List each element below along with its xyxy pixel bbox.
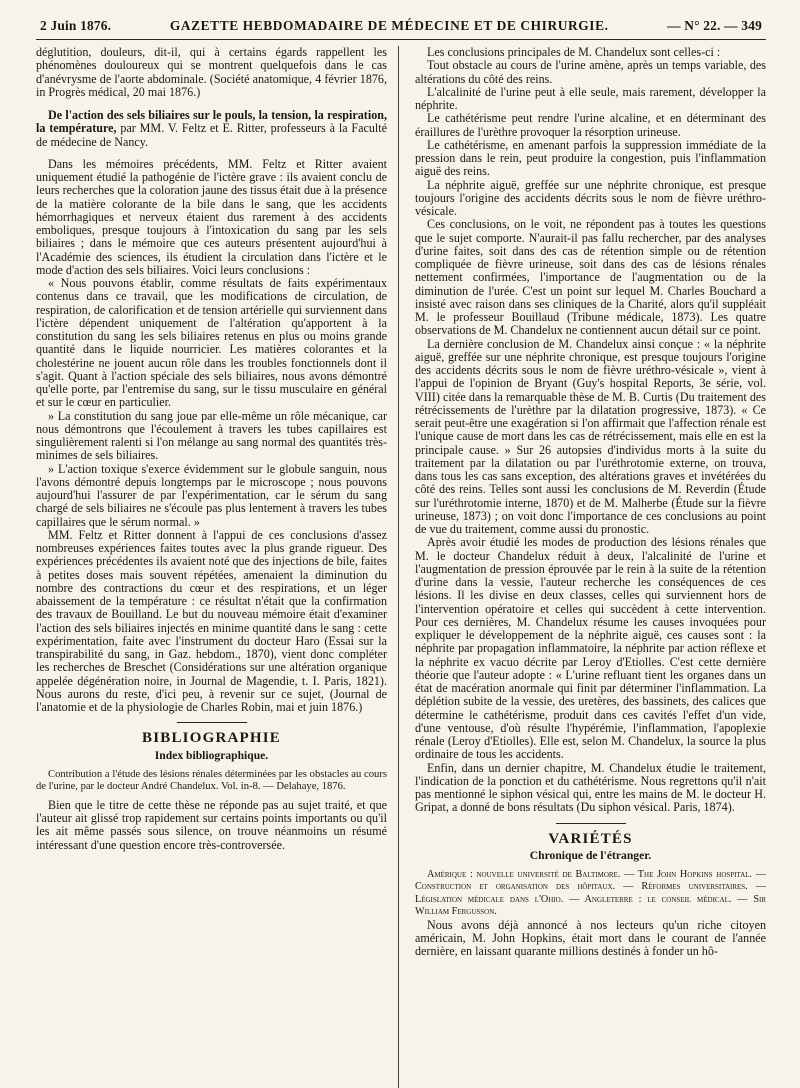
issue-and-page [667, 18, 762, 34]
issue-date: 2 Juin 1876. [40, 18, 112, 33]
section-title-varietes: VARIÉTÉS [548, 830, 633, 847]
article-title: De l'action des sels biliaires sur le pouls, la tension, la respiration, la température, [36, 108, 387, 136]
paragraph: » La constitution du sang joue par elle-même un rôle mécanique, car nous démontrons que l'écoulement à travers les tubes capillaires est singulièrement ralenti si l'on mélange au sang normal des quantités très-minimes de sels biliaires. [36, 408, 387, 463]
paragraph: Bien que le titre de cette thèse ne réponde pas au sujet traité, et que l'auteur ait glissé trop rapidement sur certains points importants ou qu'il les ait même passés sous silence, on trouve néanmoins un résumé intéressant d'une question encore très-controversée. [36, 797, 387, 852]
section-divider [177, 722, 247, 723]
paragraph: L'alcalinité de l'urine peut à elle seule, mais rarement, développer la néphrite. [415, 84, 766, 112]
paragraph: Le cathétérisme peut rendre l'urine alcaline, et en déterminant des éraillures de l'urèthre provoquer la résorption urineuse. [415, 111, 766, 139]
paragraph: » L'action toxique s'exerce évidemment sur le globule sanguin, nous l'avons démontré depuis longtemps par le microscope ; nous pouvons aujourd'hui l'assurer de par l'expérimentation, car le sérum du sang chargé de sels biliaires ne s'écoule pas plus lentement à travers les tubes capillaires que le sérum normal. » [36, 461, 387, 529]
paragraph: « Nous pouvons établir, comme résultats de faits expérimentaux contenus dans ce travail, que les modifications de circulation, de respiration, de calorification et de tension artérielle qui surviennent dans l'ictère dépendent uniquement de l'altération qu'apportent à la constitution du sang les sels biliaires retenus en plus ou moins grande quantité dans le liquide nourricier. Les matières colorantes et la cholestérine ne jouent aucun rôle dans les troubles fonctionnels dont il s'agit. Quant à l'action spéciale des sels biliaires, nous avons démontré qu'elle porte, par l'entremise du sang, sur le tissu musculaire en général et sur le cœur en particulier. [36, 276, 387, 410]
paragraph: La néphrite aiguë, greffée sur une néphrite chronique, est presque toujours l'origine des accidents décrits sous le nom de fièvre uréthro-vésicale. [415, 177, 766, 218]
issue-number: — N° 22. — [667, 18, 738, 33]
paragraph-continued: déglutition, douleurs, dit-il, qui à certains égards rappellent les phénomènes douloureux qui se montrent quelquefois dans le cas d'anévrysme de l'aorte abdominale. (Société anatomique, 4 février 1876, in Progrès médical, 20 mai 1876.) [36, 45, 387, 99]
right-column [415, 46, 766, 958]
section-title-bibliographie: BIBLIOGRAPHIE [142, 730, 281, 747]
section-subtitle: Index bibliographique. [154, 748, 269, 762]
article-heading [36, 109, 387, 149]
left-column [36, 46, 387, 958]
paragraph: Nous avons déjà annoncé à nos lecteurs qu'un riche citoyen américain, M. John Hopkins, était mort dans le courant de l'année dernière, en laissant quarante millions destinés à fonder un hô- [415, 917, 766, 959]
two-column-body [36, 40, 766, 958]
book-entry: Contribution a l'étude des lésions rénales déterminées par les obstacles au cours de l'urine, par le docteur André Chandelux. Vol. in-8. — Delahaye, 1876. [36, 768, 387, 793]
paragraph: Le cathétérisme, en amenant parfois la suppression immédiate de la pression dans le rein, peut produire la congestion, puis l'inflammation aiguë des reins. [415, 137, 766, 179]
journal-title: GAZETTE HEBDOMADAIRE DE MÉDECINE ET DE CHIRURGIE. [169, 18, 609, 33]
running-head [36, 18, 766, 40]
page-number: 349 [741, 18, 762, 33]
section-divider [556, 823, 626, 824]
paragraph: Les conclusions principales de M. Chandelux sont celles-ci : [427, 45, 721, 59]
paragraph: La dernière conclusion de M. Chandelux ainsi conçue : « la néphrite aiguë, greffée sur une néphrite chronique, est presque toujours l'origine des accidents décrits sous le nom de fièvre uréthro-vésicale », vient à l'appui de l'opinion de Bryant (Guy's hospital Reports, 3e série, vol. VIII) citée dans la remarquable thèse de M. B. Curtis (Du traitement des rétrécissements de l'urèthre par la dilatation progressive, 1873). « Ce serait peut-être une exagération si l'on affirmait que l'affection rénale est l'unique cause de mort dans les cas de rétrécissement, mais elle en est la principale cause. » Sur 26 autopsies d'individus morts à la suite du traitement par la dilatation ou par l'uréthrotomie externe, on trouva, dans tous les cas sans exception, des altérations graves et invétérées du côté des reins. Telles sont aussi les conclusions de M. Reverdin (Étude sur l'uréthrotomie interne, 1870) et de M. Malherbe (Étude sur la fièvre urineuse, 1873) ; on voit donc l'importance de ces conclusions au point de vue du traitement, comme aussi du pronostic. [415, 336, 766, 536]
section-subtitle: Chronique de l'étranger. [529, 848, 652, 862]
column-divider [398, 46, 399, 1088]
paragraph: Dans les mémoires précédents, MM. Feltz et Ritter avaient uniquement étudié la pathogénie de l'ictère grave : ils avaient conclu de leurs recherches que la coloration jaune des tissus était due à la présence de la matière colorante de la bile dans le sang, que les accidents hémorrhagiques et nerveux étaient dus rarement à des accidents emboliques, presque toujours à l'intoxication du sang par les sels biliaires ; dans le mémoire que ces auteurs présentent aujourd'hui à l'Académie des sciences, ils étudient la circulation dans l'ictère et le mode d'action des sels biliaires. Voici leurs conclusions : [36, 156, 387, 277]
paragraph: MM. Feltz et Ritter donnent à l'appui de ces conclusions d'assez nombreuses expériences faites toutes avec la plus grande rigueur. Des expériences précédentes ils avaient noté que des injections de bile, faites à petites doses mais souvent répétées, amenaient la diminution du nombre des contractions du cœur et des respirations, et un léger abaissement de la température : ce résultat n'était que la confirmation des travaux de Bouilland. Le but du nouveau mémoire était d'examiner l'action des sels biliaires injectés en minime quantité dans le sang : cette expérimentation, faite avec l'instrument du docteur Haro (Essai sur la transpirabilité du sang, in Gaz. hebdom., 1870), vient donc compléter les recherches de Breschet (Considérations sur une altération organique appelée dégénération noire, in Journal de Magendie, t. I. Paris, 1821). Nous aurons du reste, d'ici peu, à revenir sur ce sujet, (Journal de l'anatomie et de la physiologie de Charles Robin, mai et juin 1876.) [36, 527, 387, 714]
paragraph: Enfin, dans un dernier chapitre, M. Chandelux étudie le traitement, l'indication de la ponction et du cathétérisme. Nous regrettons qu'il n'ait pas mentionné le siphon vésical qui, entre les mains de M. le docteur H. Gripat, a donné de bons résultats (Du siphon vésical. Paris, 1874). [415, 760, 766, 815]
paragraph: Après avoir étudié les modes de production des lésions rénales que M. le docteur Chandelux réduit à deux, l'alcalinité de l'urine et l'augmentation de pression éprouvée par le rein à la suite de la rétention d'urine dans la vessie, l'auteur recherche les conséquences de ces lésions. Il les divise en deux classes, celles qui surviennent hors de l'intervention opératoire et celles qui succèdent à cette intervention. Pour ces dernières, M. Chandelux résume les causes invoquées pour expliquer le développement de la néphrite aiguë, ces causes sont : la néphrite par propagation inflammatoire, la néphrite par action réflexe et la néphrite ex vacuo décrite par Leroy d'Etiolles. C'est cette dernière théorie que l'auteur adopte : « L'urine refluant tient les organes dans un état de macération anormale qui finit par déterminer l'inflammation. La déplétion subite de la vessie, des uretères, des bassinets, des calices que détermine le cathétérisme, produit dans ces cavités l'effet d'un vide, d'une ventouse, d'où résulte l'hypérémie, l'inflammation, l'apoplexie rénale (Leroy d'Etiolles). Elle est, selon M. Chandelux, la source la plus ordinaire de tous les accidents. [415, 535, 766, 762]
chronicle-summary: Amérique : nouvelle université de Baltimore. — The John Hopkins hospital. — Construction et organisation des hôpitaux. — Réformes universitaires. — Législation médicale dans l'Ohio. — Angleterre : le conseil médical. — Sir William Fergusson. [415, 869, 766, 918]
paragraph: Ces conclusions, on le voit, ne répondent pas à toutes les questions que le sujet comporte. N'aurait-il pas fallu rechercher, par des analyses d'urine faites, soit dans des cas de rétention simple ou de rétention compliquée de fièvre urineuse, soit dans des cas de lésions rénales nettement confirmées, l'importance de l'augmentation ou de la diminution de l'urée. C'est un point sur lequel M. Charles Bouchard a insisté avec raison dans ses cliniques de la Charité, alors qu'il suppléait M. le professeur Bouillaud (Tribune médicale, 1873). Les quatre observations de M. Chandelux ne contiennent aucun détail sur ce point. [415, 217, 766, 338]
article-authors: par MM. V. Feltz et E. Ritter, professeurs à la Faculté de médecine de Nancy. [36, 121, 388, 149]
paragraph: Tout obstacle au cours de l'urine amène, après un temps variable, des altérations du côté des reins. [415, 58, 766, 86]
